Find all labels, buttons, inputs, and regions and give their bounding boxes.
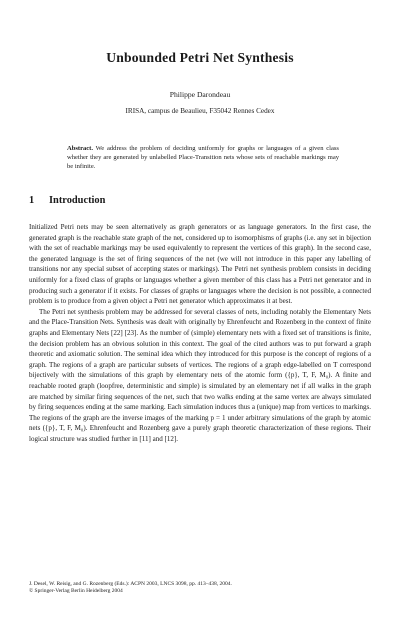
author-name: Philippe Darondeau [169,90,231,99]
copyright-line: © Springer-Verlag Berlin Heidelberg 2004 [29,588,123,595]
copyright-footnote [29,581,371,596]
abstract-text: We address the problem of deciding uniformly for graphs or languages of a given class whether they are generated by unlabelled Place-Transition nets whose sets of reachable markings may be infinite. [67,145,339,170]
citation-line: J. Desel, W. Reisig, and G. Rozenberg (Eds.): ACPN 2003, LNCS 3098, pp. 413–438, 2004. [29,581,232,587]
paragraph: Initialized Petri nets may be seen alternatively as graph generators or as language generators. In the first case, the generated graph is the reachable state graph of the net, considered up to isomorphisms of graphs (i.e. any set in bijection with the set of reachable markings may be used equivalently to represent the vertices of this graph). In the second case, the generated language is the set of firing sequences of the net (we will not introduce in this paper any labelling of transitions nor any special subset of accepting states or markings). The Petri net synthesis problem consists in deciding uniformly for a fixed class of graphs or languages whether a given member of this class has a Petri net generator and in producing such a generator if it exists. For classes of graphs or languages where the decision is not possible, a connected problem is to produce from a given object a Petri net generator which approximates it at best. [29,223,371,306]
abstract [67,144,339,171]
paragraph: The Petri net synthesis problem may be addressed for several classes of nets, including notably the Elementary Nets and the Place-Transition Nets. Synthesis was dealt with originally by Ehrenfeucht and Rozenberg in the context of finite graphs and Elementary Nets [22] [23]. As the number of (simple) elementary nets with a fixed set of transitions is finite, the decision problem has an obvious solution in this context. The goal of the cited authors was to put forward a graph theoretic and axiomatic solution. The seminal idea which they introduced for this purpose is the concept of regions of a graph. The regions of a graph are particular subsets of vertices. The regions of a graph edge-labelled on T correspond bijectively with the simulations of this graph by elementary nets of the atomic form ({p}, T, F, M₀). A finite and reachable rooted graph (loopfree, deterministic and simple) is simulated by an elementary net if all walks in the graph are matched by similar firing sequences of the net, such that two walks ending at the same vertex are always simulated by firing sequences ending at the same marking. Each simulation induces thus a (unique) map from vertices to markings. The regions of the graph are the inverse images of the marking p = 1 under arbitrary simulations of the graph by atomic nets ({p}, T, F, M₀). Ehrenfeucht and Rozenberg gave a purely graph theoretic characterization of these regions. Their logical structure was studied further in [11] and [12]. [29,307,371,443]
abstract-label: Abstract. [67,145,93,152]
author-affiliation: IRISA, campus de Beaulieu, F35042 Rennes Cedex [125,107,275,115]
section-heading [29,195,371,206]
section-number: 1 [29,195,35,206]
section-title: Introduction [49,195,106,206]
paper-title: Unbounded Petri Net Synthesis [106,50,294,65]
body-text [29,222,371,444]
